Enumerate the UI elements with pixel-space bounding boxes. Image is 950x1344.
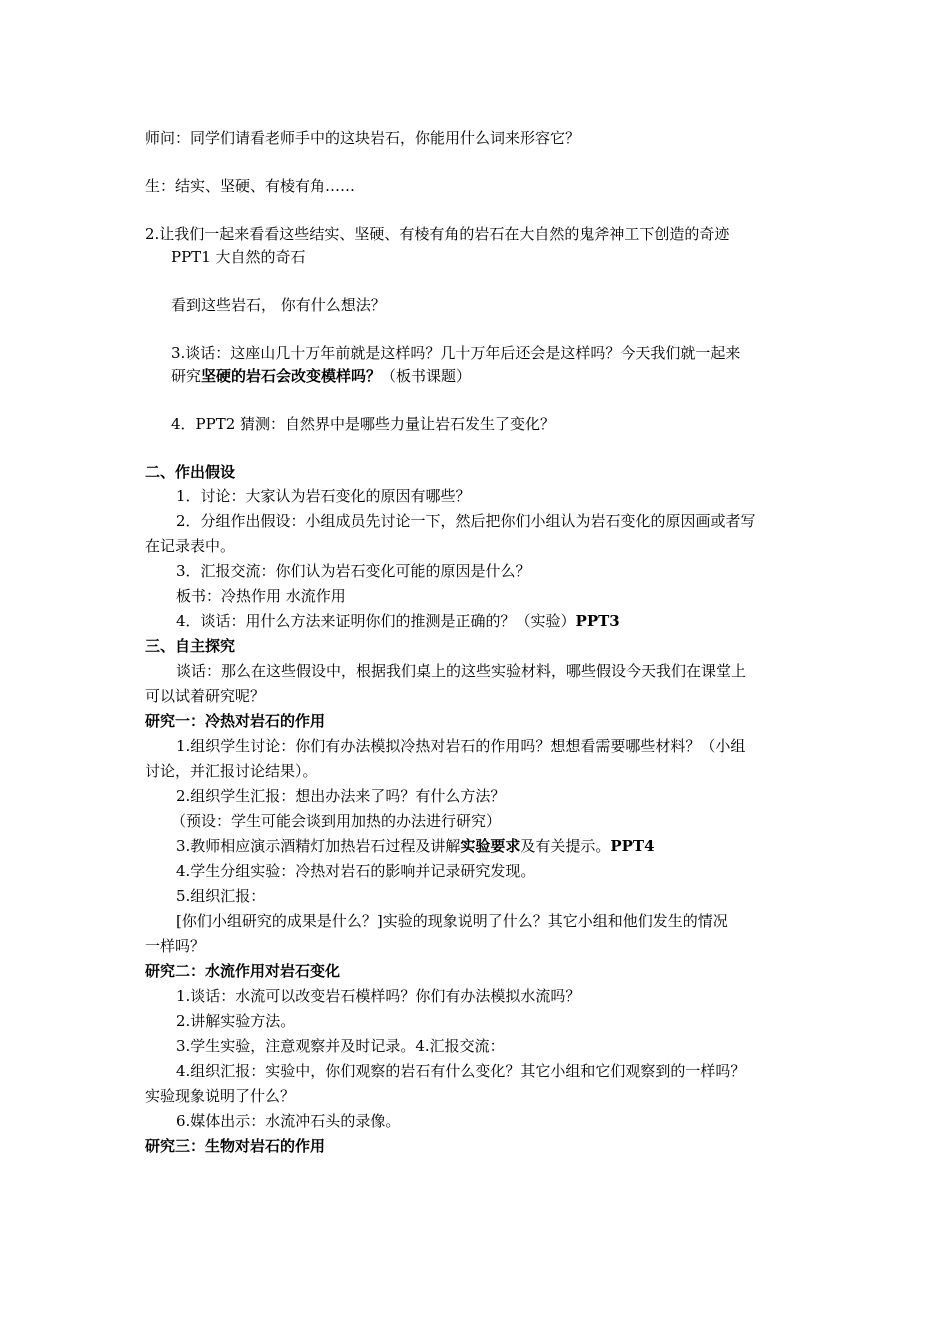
explore-intro-cont: 可以试着研究呢？ xyxy=(145,687,266,705)
hypothesis-step-2-cont: 在记录表中。 xyxy=(145,537,236,555)
research-2-step-1: 1.谈话：水流可以改变岩石模样吗？你们有办法模拟水流吗？ xyxy=(176,987,581,1005)
research-1-step-3 xyxy=(176,836,655,856)
student-answer: 生：结实、坚硬、有棱有角…… xyxy=(145,177,356,195)
research-2-step-6: 6.媒体出示：水流冲石头的录像。 xyxy=(176,1112,401,1130)
research-1-heading: 研究一：冷热对岩石的作用 xyxy=(145,712,326,730)
hypothesis-step-4-text: 4．谈话：用什么方法来证明你们的推测是正确的？（实验） xyxy=(176,612,576,630)
ppt4-label: PPT4 xyxy=(610,837,655,855)
research-1-preset: （预设：学生可能会谈到用加热的办法进行研究） xyxy=(171,812,502,830)
board-note: （板书课题） xyxy=(381,367,472,385)
research-1-report-cont: 一样吗？ xyxy=(145,937,206,955)
hypothesis-step-4 xyxy=(176,611,620,631)
section-3-heading: 三、自主探究 xyxy=(145,637,236,655)
step-4-guess: 4．PPT2 猜测：自然界中是哪些力量让岩石发生了变化？ xyxy=(171,415,556,433)
section-2-heading: 二、作出假设 xyxy=(145,463,236,481)
research-2-step-4: 4.组织汇报：实验中，你们观察的岩石有什么变化？其它小组和它们观察到的一样吗？ xyxy=(176,1062,746,1080)
research-1-step-2: 2.组织学生汇报：想出办法来了吗？有什么方法？ xyxy=(176,787,506,805)
research-2-step-2: 2.讲解实验方法。 xyxy=(176,1012,296,1030)
research-1-step-1: 1.组织学生讨论：你们有办法模拟冷热对岩石的作用吗？想想看需要哪些材料？（小组 xyxy=(176,737,746,755)
research-3-heading: 研究三：生物对岩石的作用 xyxy=(145,1137,326,1155)
explore-intro: 谈话：那么在这些假设中，根据我们桌上的这些实验材料，哪些假设今天我们在课堂上 xyxy=(176,662,747,680)
step-2-text: 2.让我们一起来看看这些结实、坚硬、有棱有角的岩石在大自然的鬼斧神工下创造的奇迹 xyxy=(145,225,730,243)
ppt1-label: PPT1 大自然的奇石 xyxy=(171,248,306,266)
research-2-step-3: 3.学生实验，注意观察并及时记录。4.汇报交流： xyxy=(176,1037,505,1055)
hypothesis-step-1: 1．讨论：大家认为岩石变化的原因有哪些？ xyxy=(176,487,471,505)
lesson-title: 坚硬的岩石会改变模样吗？ xyxy=(201,367,382,385)
ppt3-label: PPT3 xyxy=(575,612,620,630)
research-1-step-4: 4.学生分组实验：冷热对岩石的影响并记录研究发现。 xyxy=(176,862,536,880)
step-3-text-a: 3.教师相应演示酒精灯加热岩石过程及讲解 xyxy=(176,837,461,855)
hypothesis-step-2: 2．分组作出假设：小组成员先讨论一下，然后把你们小组认为岩石变化的原因画或者写 xyxy=(176,512,756,530)
research-2-step-4-cont: 实验现象说明了什么？ xyxy=(145,1087,296,1105)
teacher-question: 师问：同学们请看老师手中的这块岩石，你能用什么词来形容它？ xyxy=(145,129,581,147)
experiment-requirements: 实验要求 xyxy=(460,837,521,855)
step-3-text-c: 及有关提示。 xyxy=(520,837,611,855)
research-2-heading: 研究二：水流作用对岩石变化 xyxy=(145,962,341,980)
research-prefix: 研究 xyxy=(171,367,202,385)
research-1-report: [你们小组研究的成果是什么？]实验的现象说明了什么？其它小组和他们发生的情况 xyxy=(176,912,728,930)
research-1-step-5: 5.组织汇报： xyxy=(176,887,266,905)
board-writing: 板书：冷热作用 水流作用 xyxy=(176,587,346,605)
research-1-step-1-cont: 讨论，并汇报讨论结果）。 xyxy=(145,762,318,780)
step-3-text: 3.谈话：这座山几十万年前就是这样吗？几十万年后还会是这样吗？今天我们就一起来 xyxy=(171,344,741,362)
hypothesis-step-3: 3．汇报交流：你们认为岩石变化可能的原因是什么？ xyxy=(176,562,531,580)
step-3-continued xyxy=(171,366,471,386)
step-question: 看到这些岩石， 你有什么想法？ xyxy=(171,296,386,314)
